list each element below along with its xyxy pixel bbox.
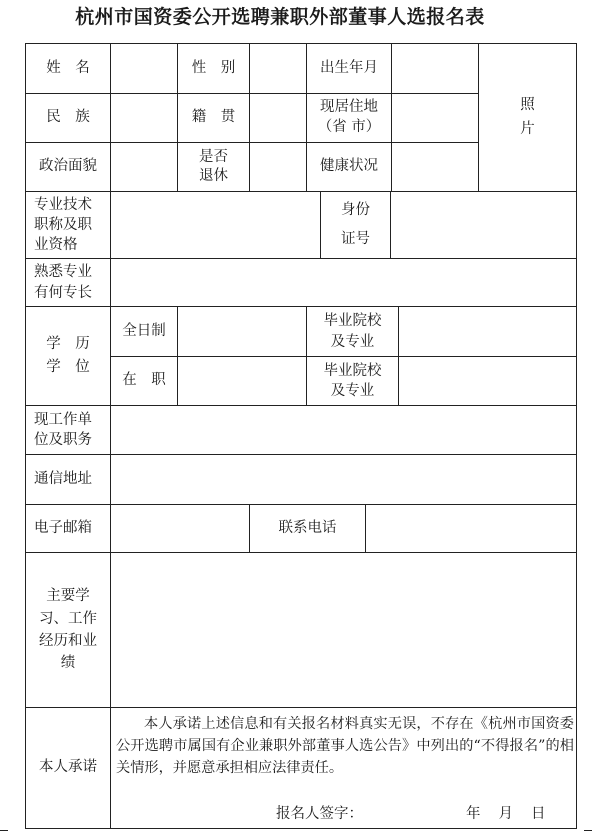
date-year: 年 (466, 806, 481, 822)
label-email: 电子邮箱 (25, 504, 111, 553)
field-retired[interactable] (249, 142, 307, 192)
date-month: 月 (498, 806, 513, 822)
label-phone: 联系电话 (249, 504, 366, 553)
field-fulltime[interactable] (177, 306, 307, 357)
label-birth: 出生年月 (306, 43, 392, 94)
field-id-no[interactable] (390, 191, 577, 259)
label-native: 籍 贯 (177, 93, 250, 143)
field-email[interactable] (110, 504, 250, 553)
label-work: 现工作单 位及职务 (25, 405, 111, 455)
field-native[interactable] (249, 93, 307, 143)
field-birth[interactable] (391, 43, 479, 94)
label-retired: 是否 退休 (177, 142, 250, 192)
label-political: 政治面貌 (25, 142, 111, 192)
commitment-text: 本人承诺上述信息和有关报名材料真实无误，不存在《杭州市国资委公开选聘市属国有企业兼职外部董事人选公告》中列出的“不得报名”的相关情形，并愿意承担相应法律责任。 (116, 716, 574, 776)
label-inservice: 在 职 (110, 356, 178, 406)
field-history[interactable] (110, 552, 577, 708)
field-inservice[interactable] (177, 356, 307, 406)
date-day: 日 (531, 806, 546, 822)
label-commitment: 本人承诺 (25, 707, 111, 829)
label-gender: 性 别 (177, 43, 250, 94)
field-ethnicity[interactable] (110, 93, 178, 143)
label-residence: 现居住地 （省 市） (306, 93, 392, 143)
label-id-no: 身份 证号 (320, 191, 391, 259)
field-school2[interactable] (398, 356, 577, 406)
field-political[interactable] (110, 142, 178, 192)
field-gender[interactable] (249, 43, 307, 94)
field-school1[interactable] (398, 306, 577, 357)
field-title-qual[interactable] (110, 191, 321, 259)
label-address: 通信地址 (25, 454, 111, 505)
field-expertise[interactable] (110, 258, 577, 307)
field-address[interactable] (110, 454, 577, 505)
label-education: 学 历 学 位 (25, 306, 111, 406)
label-health: 健康状况 (306, 142, 392, 192)
photo-box[interactable]: 照 片 (478, 43, 577, 192)
label-title-qual: 专业技术 职称及职 业资格 (25, 191, 111, 259)
date-line (466, 802, 564, 823)
label-expertise: 熟悉专业 有何专长 (25, 258, 111, 307)
corner-mark-left (0, 830, 8, 837)
signature-label: 报名人签字： (276, 806, 363, 822)
label-school1: 毕业院校 及专业 (306, 306, 399, 357)
label-history: 主要学 习、工作 经历和业 绩 (25, 552, 111, 708)
field-name[interactable] (110, 43, 178, 94)
form-title: 杭州市国资委公开选聘兼职外部董事人选报名表 (75, 6, 485, 28)
field-work[interactable] (110, 405, 577, 455)
field-residence[interactable] (391, 93, 479, 143)
label-name: 姓 名 (25, 43, 111, 94)
label-school2: 毕业院校 及专业 (306, 356, 399, 406)
label-ethnicity: 民 族 (25, 93, 111, 143)
corner-mark-right (584, 830, 592, 837)
field-phone[interactable] (365, 504, 577, 553)
label-fulltime: 全日制 (110, 306, 178, 357)
field-health[interactable] (391, 142, 479, 192)
